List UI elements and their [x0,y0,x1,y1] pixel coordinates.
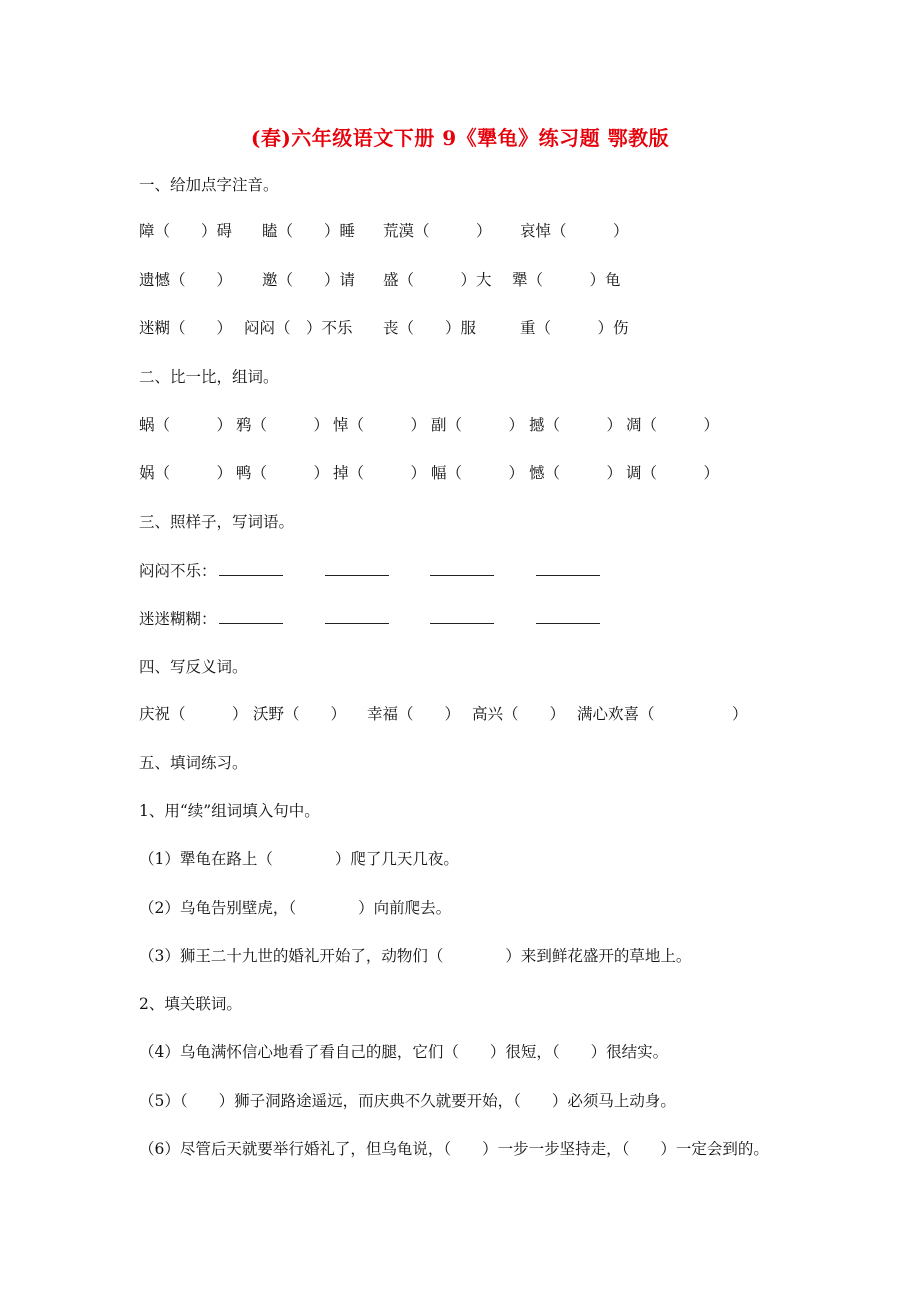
pinyin-row-3 [139,317,699,339]
pinyin-item: 邀（ ）请 [262,271,356,289]
answer-blank[interactable] [219,608,283,630]
pinyin-item: 迷糊（ ） [139,319,233,337]
pattern-row-1 [139,560,639,582]
compare-item: 娲（ ） [139,464,233,482]
question-4: （4）乌龟满怀信心地看了看自己的腿，它们（ ）很短，（ ）很结实。 [139,1043,669,1061]
antonym-row [139,703,779,725]
pinyin-item: 遗憾（ ） [139,271,233,289]
pinyin-item: 犟（ ）龟 [512,271,621,289]
antonym-item: 高兴（ ） [472,705,566,723]
pattern-label: 迷迷糊糊： [139,610,217,628]
compare-item: 幅（ ） [431,464,525,482]
part1-heading: 1、用“续”组词填入句中。 [139,802,320,820]
answer-blank[interactable] [325,560,389,582]
compare-item: 鸭（ ） [236,464,330,482]
question-2: （2）乌龟告别壁虎，（ ）向前爬去。 [139,899,452,917]
compare-item: 掉（ ） [333,464,427,482]
question-1: （1）犟龟在路上（ ）爬了几天几夜。 [139,850,459,868]
pinyin-item: 荒漠（ ） [383,222,492,240]
compare-item: 凋（ ） [626,416,720,434]
pattern-row-2 [139,608,639,630]
pinyin-row-1 [139,220,699,242]
section2-heading: 二、比一比，组词。 [139,368,279,386]
pinyin-item: 丧（ ）服 [383,319,477,337]
compare-item: 鸦（ ） [236,416,330,434]
compare-row-2 [139,462,779,484]
pinyin-item: 闷闷（ ）不乐 [244,319,353,337]
pinyin-item: 障（ ）碍 [139,222,233,240]
pinyin-item: 瞌（ ）睡 [262,222,356,240]
compare-item: 悼（ ） [333,416,427,434]
compare-row-1 [139,414,779,436]
page-title: (春)六年级语文下册 9《犟龟》练习题 鄂教版 [250,126,670,150]
pinyin-item: 重（ ）伤 [520,319,629,337]
section4-heading: 四、写反义词。 [139,658,248,676]
antonym-item: 满心欢喜（ ） [577,705,748,723]
section3-heading: 三、照样子，写词语。 [139,513,295,531]
question-5: （5）（ ）狮子洞路途遥远，而庆典不久就要开始，（ ）必须马上动身。 [139,1092,676,1110]
section1-heading: 一、给加点字注音。 [139,176,279,194]
compare-item: 蜗（ ） [139,416,233,434]
compare-item: 憾（ ） [529,464,623,482]
answer-blank[interactable] [325,608,389,630]
answer-blank[interactable] [219,560,283,582]
pinyin-row-2 [139,269,699,291]
answer-blank[interactable] [536,608,600,630]
compare-item: 调（ ） [626,464,720,482]
compare-item: 副（ ） [431,416,525,434]
part2-heading: 2、填关联词。 [139,995,242,1013]
question-6: （6）尽管后天就要举行婚礼了，但乌龟说，（ ）一步一步坚持走，（ ）一定会到的。 [139,1140,769,1158]
compare-item: 撼（ ） [529,416,623,434]
section5-heading: 五、填词练习。 [139,754,248,772]
pinyin-item: 盛（ ）大 [383,271,492,289]
antonym-item: 庆祝（ ） [139,705,248,723]
antonym-item: 幸福（ ） [367,705,461,723]
pinyin-item: 哀悼（ ） [520,222,629,240]
question-3: （3）狮王二十九世的婚礼开始了，动物们（ ）来到鲜花盛开的草地上。 [139,947,692,965]
antonym-item: 沃野（ ） [253,705,347,723]
answer-blank[interactable] [430,608,494,630]
answer-blank[interactable] [536,560,600,582]
answer-blank[interactable] [430,560,494,582]
pattern-label: 闷闷不乐： [139,562,217,580]
